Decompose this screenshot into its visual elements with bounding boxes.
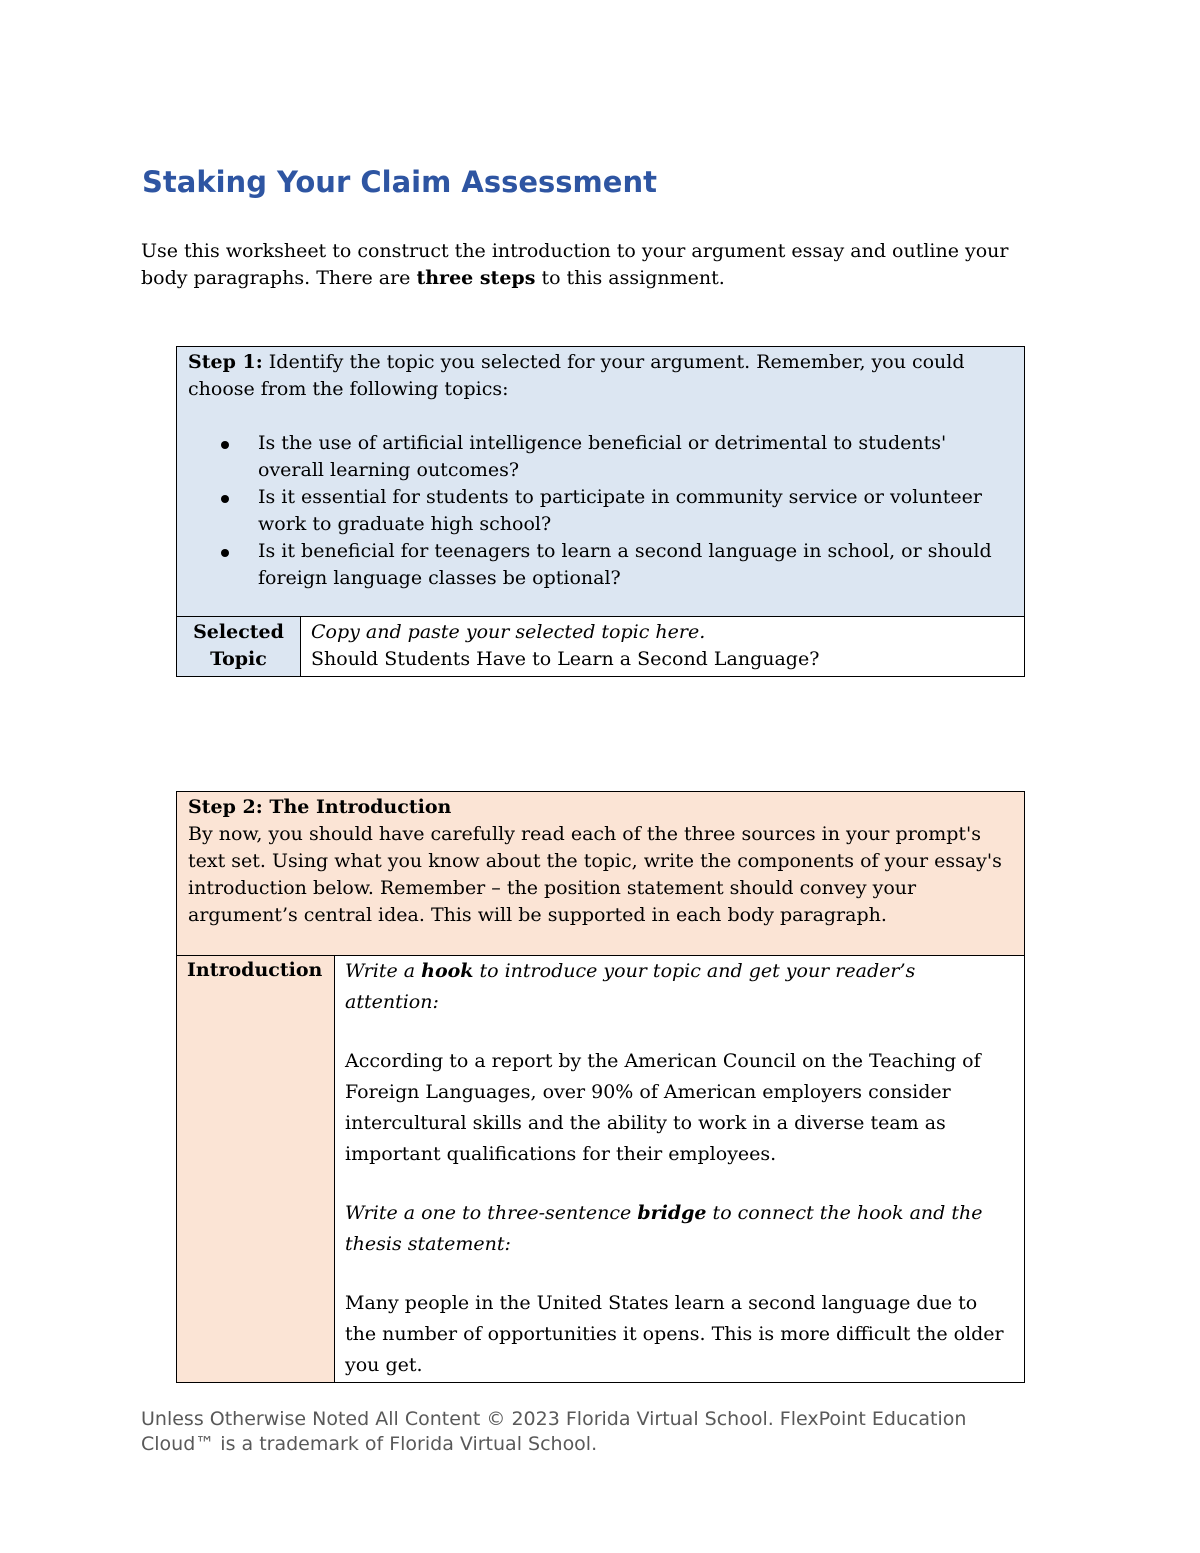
intro-text: Use this worksheet to construct the introduction to your argument essay and outline your body paragraphs. There are	[141, 240, 1009, 289]
step2-instruction-cell	[177, 792, 1025, 956]
selected-topic-prompt: Copy and paste your selected topic here.	[311, 621, 706, 643]
intro-bold-text: three steps	[416, 267, 536, 289]
copyright-footer: Unless Otherwise Noted All Content © 2023 Florida Virtual School. FlexPoint Education Cloud™ is a trademark of Florida Virtual School.	[141, 1408, 967, 1455]
selected-topic-value: Should Students Have to Learn a Second Language?	[311, 648, 820, 670]
list-item	[258, 430, 1014, 484]
bridge-prompt: Write a one to three-sentence bridge to connect the hook and the thesis statement:	[345, 1202, 983, 1255]
list-item	[258, 484, 1014, 538]
topic-list	[188, 430, 1014, 592]
introduction-field[interactable]	[335, 956, 1025, 1383]
bullet-icon	[221, 549, 229, 557]
hook-prompt: Write a hook to introduce your topic and get your reader’s attention:	[345, 960, 916, 1013]
introduction-label: Introduction	[177, 956, 335, 1383]
selected-topic-label: Selected Topic	[177, 617, 301, 677]
bullet-icon	[221, 495, 229, 503]
step2-table	[176, 791, 1025, 1383]
topic-text: Is it essential for students to participate in community service or volunteer work to graduate high school?	[258, 486, 982, 535]
intro-text-end: to this assignment.	[535, 267, 725, 289]
topic-text: Is it beneficial for teenagers to learn a second language in school, or should foreign language classes be optional?	[258, 540, 992, 589]
topic-text: Is the use of artificial intelligence beneficial or detrimental to students' overall learning outcomes?	[258, 432, 947, 481]
bridge-answer: Many people in the United States learn a second language due to the number of opportunities it opens. This is more difficult the older you get.	[345, 1292, 1004, 1376]
intro-paragraph	[141, 238, 1021, 292]
step1-table	[176, 346, 1025, 677]
document-title: Staking Your Claim Assessment	[142, 165, 657, 199]
step1-instruction-cell	[177, 347, 1025, 617]
list-item	[258, 538, 1014, 592]
selected-topic-field[interactable]	[301, 617, 1025, 677]
bullet-icon	[221, 441, 229, 449]
hook-answer: According to a report by the American Council on the Teaching of Foreign Languages, over 90% of American employers consider intercultural skills and the ability to work in a diverse team as important qualifications for their employees.	[345, 1050, 981, 1165]
step2-instruction: By now, you should have carefully read each of the three sources in your prompt's text set. Using what you know about the topic, write the components of your essay's introduction below. Remember – the position statement should convey your argument’s central idea. This will be supported in each body paragraph.	[188, 823, 1002, 926]
step1-instruction: Identify the topic you selected for your argument. Remember, you could choose from the following topics:	[188, 351, 965, 400]
step1-label: Step 1:	[188, 351, 263, 373]
step2-heading: Step 2: The Introduction	[188, 796, 452, 818]
